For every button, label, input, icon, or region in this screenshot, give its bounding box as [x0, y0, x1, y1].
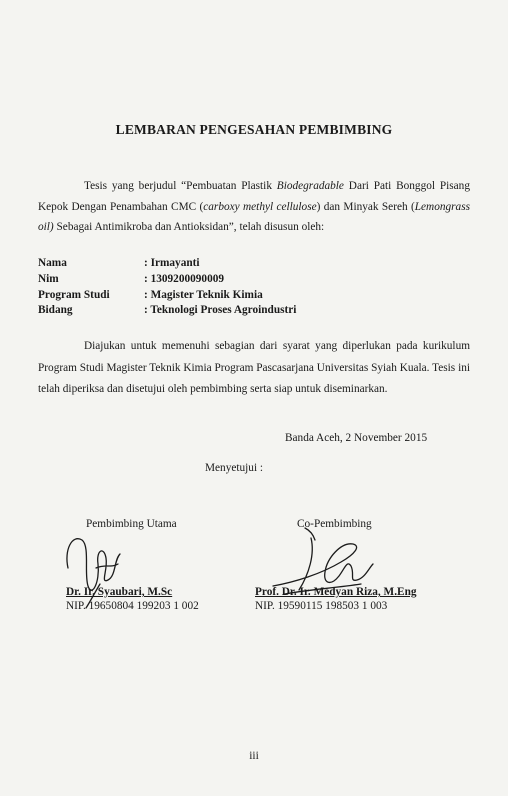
intro-italic-term: carboxy methyl cellulose: [203, 200, 317, 213]
approval-label: Menyetujui :: [205, 462, 264, 474]
intro-italic-term: Biodegradable: [276, 180, 344, 192]
info-label: Nim: [38, 272, 59, 285]
info-value: : Magister Teknik Kimia: [144, 288, 263, 301]
info-label: Program Studi: [38, 288, 110, 301]
supervisor-name: Dr. Ir. Syaubari, M.Sc: [66, 586, 173, 598]
intro-text: Tesis yang berjudul “Pembuatan Plastik: [84, 180, 277, 192]
intro-italic-term: Lemongrass oil): [38, 200, 470, 233]
info-label: Bidang: [38, 304, 73, 317]
supervisor-nip: NIP. 19650804 199203 1 002: [66, 600, 199, 612]
info-row-name: [38, 256, 458, 272]
place-date: Banda Aceh, 2 November 2015: [285, 432, 428, 444]
supervisor-role: Pembimbing Utama: [86, 518, 177, 530]
co-supervisor-name: Prof. Dr. Ir. Medyan Riza, M.Eng: [255, 586, 417, 598]
info-row-nim: [38, 272, 458, 288]
page-number: iii: [249, 750, 259, 762]
intro-text: ) dan Minyak Sereh (: [316, 200, 415, 213]
intro-text: Dari Pati Bonggol Pisang Kepok Dengan Penambahan CMC (: [38, 180, 470, 213]
co-supervisor-role: Co-Pembimbing: [297, 518, 372, 530]
info-value: : Teknologi Proses Agroindustri: [144, 304, 297, 317]
purpose-paragraph: [38, 336, 470, 401]
info-value: : Irmayanti: [144, 257, 200, 269]
info-value: : 1309200090009: [144, 272, 225, 285]
info-row-field: [38, 303, 458, 319]
purpose-text: Diajukan untuk memenuhi sebagian dari syarat yang diperlukan pada kurikulum Program Studi Magister Teknik Kimia Program Pascasarjana Universitas Syiah Kuala. Tesis ini telah diperiksa dan disetujui oleh pembimbing serta siap untuk diseminarkan.: [38, 340, 470, 395]
info-row-program: [38, 288, 458, 304]
page-title: LEMBARAN PENGESAHAN PEMBIMBING: [115, 122, 393, 137]
intro-paragraph: [38, 176, 470, 238]
intro-text: Sebagai Antimikroba dan Antioksidan”, telah disusun oleh:: [53, 221, 325, 233]
co-supervisor-nip: NIP. 19590115 198503 1 003: [255, 600, 388, 612]
info-label: Nama: [38, 257, 67, 269]
student-info-table: [38, 256, 458, 319]
